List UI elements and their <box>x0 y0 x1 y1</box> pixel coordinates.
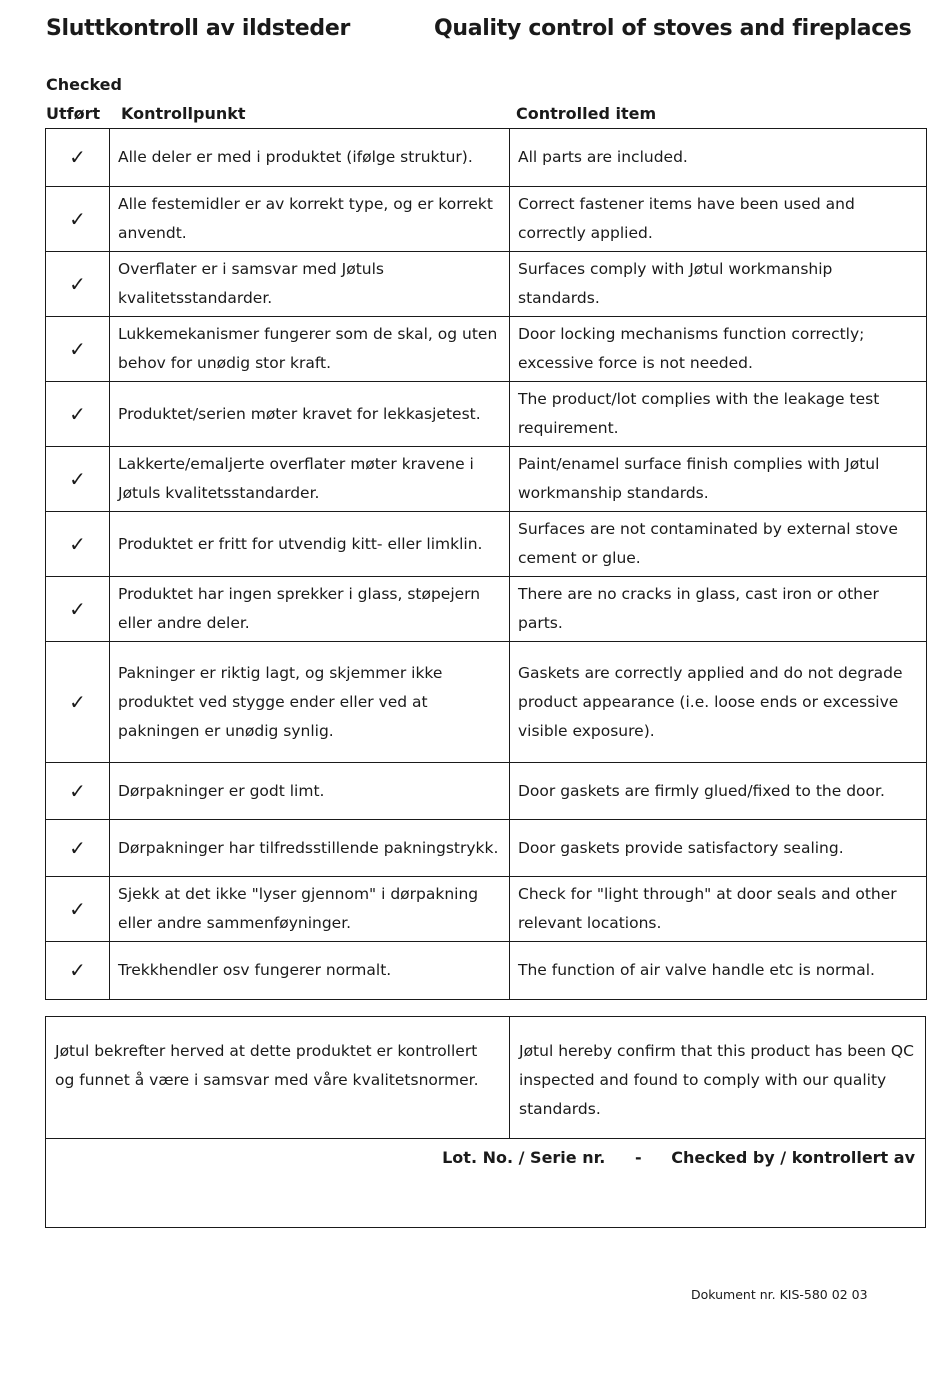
quality-control-checklist <box>45 128 927 1000</box>
title-norwegian: Sluttkontroll av ildsteder <box>46 16 351 41</box>
control-point-en: There are no cracks in glass, cast iron or other parts. <box>510 577 927 642</box>
control-point-no: Dørpakninger har tilfredsstillende pakningstrykk. <box>110 820 510 877</box>
table-row <box>46 820 927 877</box>
separator-dash: - <box>634 1148 642 1167</box>
confirmation-text-en: Jøtul hereby confirm that this product has been QC inspected and found to comply with our quality standards. <box>510 1017 926 1139</box>
title-english: Quality control of stoves and fireplaces <box>434 16 912 41</box>
control-point-en: Check for "light through" at door seals and other relevant locations. <box>510 877 927 942</box>
checkmark-icon: ✓ <box>46 820 110 877</box>
table-row <box>46 942 927 1000</box>
control-point-en: Gaskets are correctly applied and do not degrade product appearance (i.e. loose ends or excessive visible exposure). <box>510 642 927 763</box>
table-row <box>46 447 927 512</box>
control-point-en: Door gaskets provide satisfactory sealing. <box>510 820 927 877</box>
checkmark-icon: ✓ <box>46 187 110 252</box>
table-row <box>46 187 927 252</box>
control-point-no: Lukkemekanismer fungerer som de skal, og uten behov for unødig stor kraft. <box>110 317 510 382</box>
table-row <box>46 129 927 187</box>
header-utfort: Utført <box>46 104 101 123</box>
lot-number-label: Lot. No. / Serie nr. <box>442 1148 606 1167</box>
document-number: Dokument nr. KIS-580 02 03 <box>691 1287 868 1302</box>
table-row <box>46 877 927 942</box>
table-row <box>46 577 927 642</box>
header-checked: Checked <box>46 75 122 94</box>
checkmark-icon: ✓ <box>46 877 110 942</box>
confirmation-box <box>45 1016 926 1228</box>
checkmark-icon: ✓ <box>46 577 110 642</box>
checkmark-icon: ✓ <box>46 942 110 1000</box>
table-row <box>46 763 927 820</box>
control-point-no: Sjekk at det ikke "lyser gjennom" i dørpakning eller andre sammenføyninger. <box>110 877 510 942</box>
control-point-en: Door locking mechanisms function correctly; excessive force is not needed. <box>510 317 927 382</box>
control-point-en: Surfaces comply with Jøtul workmanship standards. <box>510 252 927 317</box>
control-point-no: Produktet har ingen sprekker i glass, støpejern eller andre deler. <box>110 577 510 642</box>
control-point-no: Produktet/serien møter kravet for lekkasjetest. <box>110 382 510 447</box>
control-point-en: Correct fastener items have been used and correctly applied. <box>510 187 927 252</box>
checkmark-icon: ✓ <box>46 252 110 317</box>
checked-by-label: Checked by / kontrollert av <box>671 1148 915 1167</box>
control-point-no: Trekkhendler osv fungerer normalt. <box>110 942 510 1000</box>
checkmark-icon: ✓ <box>46 129 110 187</box>
table-row <box>46 642 927 763</box>
control-point-en: The function of air valve handle etc is normal. <box>510 942 927 1000</box>
table-row <box>46 512 927 577</box>
signature-field[interactable] <box>46 1139 926 1228</box>
checkmark-icon: ✓ <box>46 642 110 763</box>
control-point-en: Paint/enamel surface finish complies with Jøtul workmanship standards. <box>510 447 927 512</box>
control-point-no: Alle festemidler er av korrekt type, og er korrekt anvendt. <box>110 187 510 252</box>
table-row <box>46 252 927 317</box>
table-row <box>46 382 927 447</box>
checkmark-icon: ✓ <box>46 317 110 382</box>
control-point-no: Dørpakninger er godt limt. <box>110 763 510 820</box>
header-kontrollpunkt: Kontrollpunkt <box>121 104 246 123</box>
confirmation-text-no: Jøtul bekrefter herved at dette produktet er kontrollert og funnet å være i samsvar med våre kvalitetsnormer. <box>46 1017 510 1139</box>
control-point-no: Alle deler er med i produktet (ifølge struktur). <box>110 129 510 187</box>
checkmark-icon: ✓ <box>46 763 110 820</box>
control-point-no: Lakkerte/emaljerte overflater møter kravene i Jøtuls kvalitetsstandarder. <box>110 447 510 512</box>
control-point-en: Door gaskets are firmly glued/fixed to the door. <box>510 763 927 820</box>
control-point-en: Surfaces are not contaminated by external stove cement or glue. <box>510 512 927 577</box>
checkmark-icon: ✓ <box>46 382 110 447</box>
checkmark-icon: ✓ <box>46 447 110 512</box>
control-point-no: Pakninger er riktig lagt, og skjemmer ikke produktet ved stygge ender eller ved at pakningen er unødig synlig. <box>110 642 510 763</box>
control-point-no: Produktet er fritt for utvendig kitt- eller limklin. <box>110 512 510 577</box>
table-row <box>46 317 927 382</box>
control-point-no: Overflater er i samsvar med Jøtuls kvalitetsstandarder. <box>110 252 510 317</box>
header-controlled-item: Controlled item <box>516 104 657 123</box>
control-point-en: All parts are included. <box>510 129 927 187</box>
checkmark-icon: ✓ <box>46 512 110 577</box>
control-point-en: The product/lot complies with the leakage test requirement. <box>510 382 927 447</box>
